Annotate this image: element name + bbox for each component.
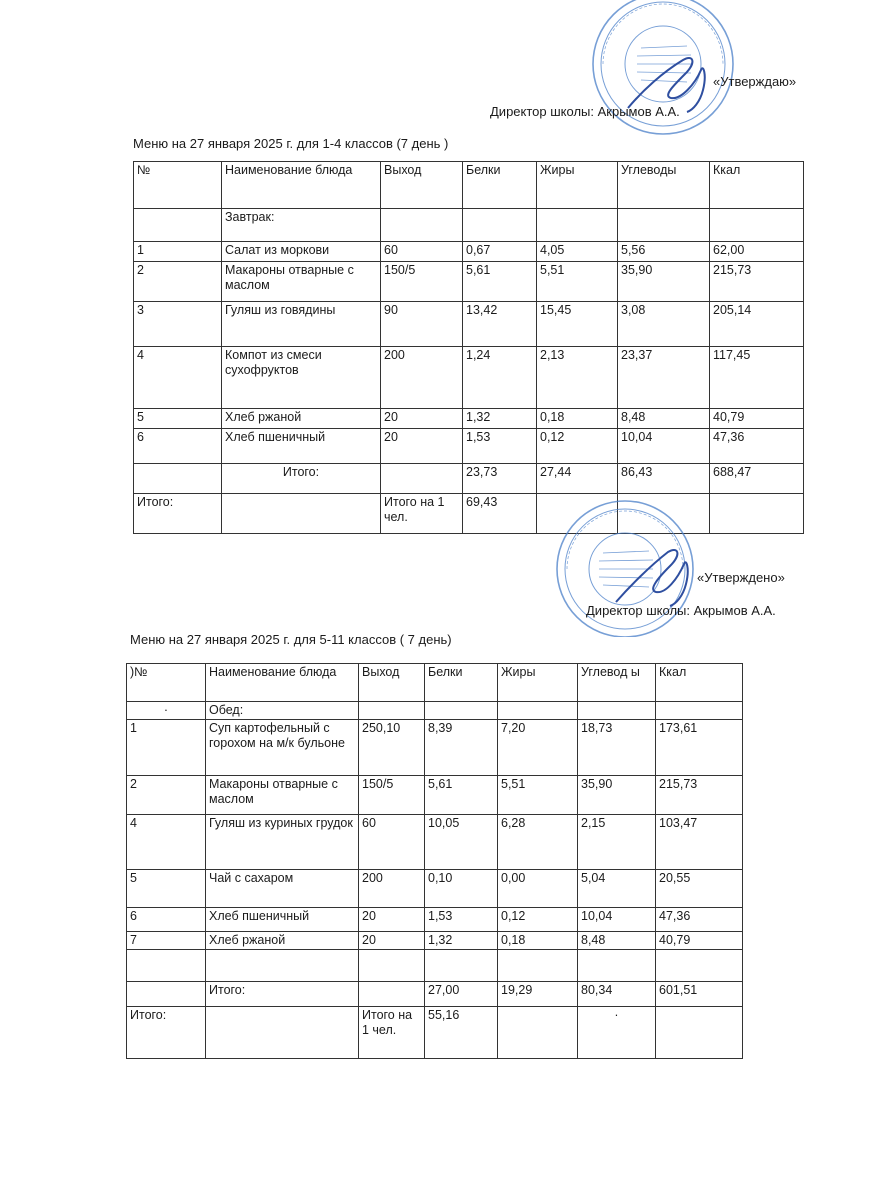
table-row: 5 Хлеб ржаной 20 1,32 0,18 8,48 40,79	[134, 409, 804, 429]
table-row: 7 Хлеб ржаной 20 1,32 0,18 8,48 40,79	[127, 932, 743, 950]
menu-title: Меню на 27 января 2025 г. для 5-11 классов ( 7 день)	[130, 632, 452, 647]
approval-heading: «Утверждаю»	[713, 74, 797, 89]
header-cell: Белки	[463, 162, 537, 209]
header-cell: Жиры	[537, 162, 618, 209]
header-cell: №	[134, 162, 222, 209]
header-cell: Выход	[381, 162, 463, 209]
menu-title: Меню на 27 января 2025 г. для 1-4 классов (7 день )	[133, 136, 449, 151]
header-cell: Наименование блюда	[222, 162, 381, 209]
header-row	[127, 664, 743, 702]
totals-row: Итого: 27,00 19,29 80,34 601,51	[127, 982, 743, 1007]
approval-heading: «Утверждено»	[697, 570, 785, 585]
per-person-row: Итого: Итого на 1 чел. 69,43	[134, 494, 804, 534]
table-row: 4 Компот из смеси сухофруктов 200 1,24 2,13 23,37 117,45	[134, 347, 804, 409]
header-row	[134, 162, 804, 209]
totals-row: Итого: 23,73 27,44 86,43 688,47	[134, 464, 804, 494]
totals-label: Итого:	[222, 464, 381, 494]
table-row: 6 Хлеб пшеничный 20 1,53 0,12 10,04 47,36	[134, 429, 804, 464]
header-cell: Белки	[425, 664, 498, 702]
menu-table-grades-1-4	[133, 161, 804, 534]
table-row: 2 Макароны отварные с маслом 150/5 5,61 5,51 35,90 215,73	[134, 262, 804, 302]
empty-row	[127, 950, 743, 982]
per-person-row: Итого: Итого на 1 чел. 55,16 ·	[127, 1007, 743, 1059]
header-cell: Углеводы	[618, 162, 710, 209]
table-row: 2 Макароны отварные с маслом 150/5 5,61 5,51 35,90 215,73	[127, 776, 743, 815]
table-row: 6 Хлеб пшеничный 20 1,53 0,12 10,04 47,36	[127, 908, 743, 932]
table-row: 1 Суп картофельный с горохом на м/к бульоне 250,10 8,39 7,20 18,73 173,61	[127, 720, 743, 776]
header-cell: Жиры	[498, 664, 578, 702]
meal-mark: ·	[127, 702, 206, 720]
director-line: Директор школы: Акрымов А.А.	[586, 603, 776, 618]
meal-row	[134, 209, 804, 242]
totals-label: Итого:	[206, 982, 359, 1007]
header-cell: Наименование блюда	[206, 664, 359, 702]
meal-row	[127, 702, 743, 720]
header-cell: )№	[127, 664, 206, 702]
table-row: 4 Гуляш из куриных грудок 60 10,05 6,28 2,15 103,47	[127, 815, 743, 870]
header-cell: Ккал	[656, 664, 743, 702]
header-cell: Выход	[359, 664, 425, 702]
header-cell: Ккал	[710, 162, 804, 209]
stray-mark: ·	[578, 1007, 656, 1059]
menu-table-grades-5-11	[126, 663, 743, 1059]
table-row: 3 Гуляш из говядины 90 13,42 15,45 3,08 205,14	[134, 302, 804, 347]
table-row: 5 Чай с сахаром 200 0,10 0,00 5,04 20,55	[127, 870, 743, 908]
meal-label: Обед:	[206, 702, 359, 720]
table-row: 1 Салат из моркови 60 0,67 4,05 5,56 62,00	[134, 242, 804, 262]
header-cell: Углевод ы	[578, 664, 656, 702]
director-line: Директор школы: Акрымов А.А.	[490, 104, 680, 119]
meal-label: Завтрак:	[222, 209, 381, 242]
